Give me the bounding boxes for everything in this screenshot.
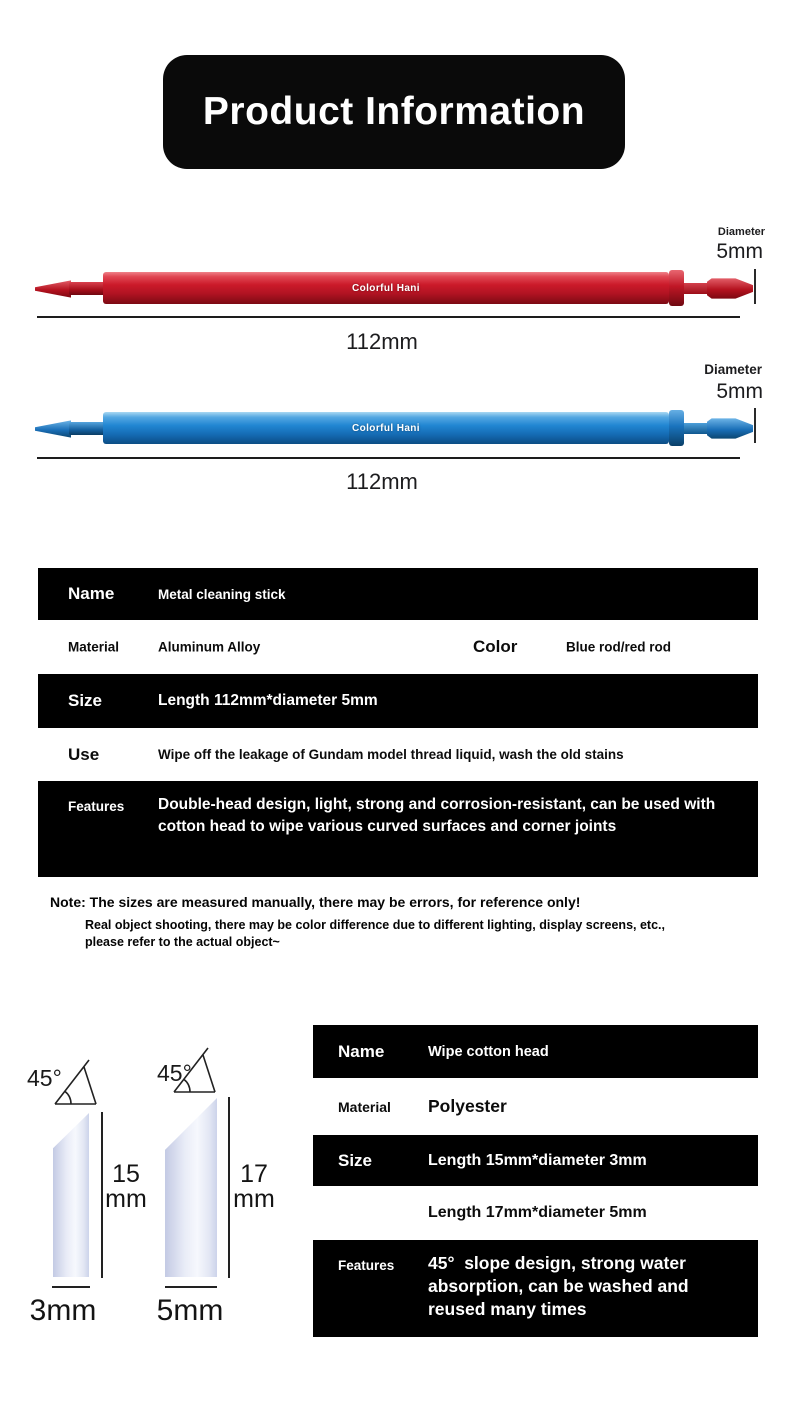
- angle-label-small-head: 45°: [27, 1065, 62, 1091]
- table-row-size-1: [313, 1135, 758, 1186]
- height-value: 15: [112, 1160, 140, 1188]
- note-line-3: please refer to the actual object~: [85, 935, 280, 949]
- row-label: Size: [338, 1150, 373, 1170]
- table-row-use: [38, 728, 758, 781]
- blue-rod-image: [35, 399, 755, 459]
- diameter-line-large: [165, 1286, 217, 1288]
- diameter-line-small: [52, 1286, 90, 1288]
- table-row-features: [313, 1240, 758, 1337]
- cotton-head-small-image: [53, 1113, 89, 1277]
- table-row-name: [313, 1025, 758, 1078]
- table-row-material-color: [38, 620, 758, 674]
- red-rod-brand-text: Colorful Hani: [352, 282, 420, 294]
- table-row-name: [38, 568, 758, 620]
- blue-rod-length-value: 112mm: [346, 469, 418, 494]
- row-label: Name: [68, 584, 115, 603]
- diameter-label-large: 5mm: [156, 1294, 224, 1327]
- angle-icon: [53, 1057, 99, 1107]
- row-value: Polyester: [428, 1096, 507, 1116]
- row-label: Size: [68, 691, 103, 710]
- row-value: Length 112mm*diameter 5mm: [158, 692, 378, 709]
- height-label-large: [228, 1162, 280, 1212]
- blue-rod-diameter-line: [754, 408, 756, 443]
- row-value: Wipe off the leakage of Gundam model thread liquid, wash the old stains: [158, 747, 624, 762]
- row-label: Material: [68, 639, 120, 655]
- table-row-material: [313, 1078, 758, 1135]
- red-rod-right-shaft: [684, 283, 708, 294]
- row-value: 45° slope design, strong water absorption, can be washed and reused many times: [428, 1253, 694, 1319]
- row-value-color: Blue rod/red rod: [566, 639, 672, 655]
- red-rod-length-line: [37, 316, 740, 318]
- diameter-label-small: 3mm: [29, 1294, 97, 1327]
- table-row-size-2: [313, 1186, 758, 1240]
- height-unit: mm: [105, 1185, 147, 1213]
- table-row-features: [38, 781, 758, 877]
- blue-rod-length-line: [37, 457, 740, 459]
- blue-rod-collar: [669, 410, 684, 446]
- row-label: Use: [68, 744, 100, 764]
- red-rod-collar: [669, 270, 684, 306]
- row-label: Features: [338, 1258, 395, 1273]
- blue-rod-brand-text: Colorful Hani: [352, 422, 420, 434]
- row-label: Material: [338, 1098, 391, 1115]
- blue-rod-left-shaft: [69, 422, 105, 435]
- blue-rod-diameter-label: Diameter: [704, 362, 762, 377]
- red-rod-left-tip: [35, 280, 71, 298]
- row-label-color: Color: [473, 637, 518, 656]
- metal-stick-spec-table: [38, 568, 758, 877]
- red-rod-body: [103, 272, 669, 304]
- page-title: Product Information: [202, 90, 586, 133]
- blue-rod-body: [103, 412, 669, 444]
- row-value: Wipe cotton head: [428, 1043, 549, 1060]
- blue-rod-diameter-value: 5mm: [716, 380, 763, 403]
- red-rod-length-value: 112mm: [346, 329, 418, 354]
- height-unit: mm: [233, 1185, 275, 1213]
- red-rod-diameter-value: 5mm: [716, 240, 763, 263]
- red-rod-diameter-label: Diameter: [717, 226, 765, 238]
- row-value: Double-head design, light, strong and corrosion-resistant, can be used with cotton head to wipe various curved surfaces and corner joints: [158, 796, 716, 835]
- row-value: Length 15mm*diameter 3mm: [428, 1151, 647, 1169]
- cotton-head-spec-table: [313, 1025, 758, 1337]
- red-rod-left-shaft: [69, 282, 105, 295]
- red-rod-image: [35, 259, 755, 319]
- row-value: Aluminum Alloy: [158, 639, 261, 655]
- row-value: Metal cleaning stick: [158, 586, 286, 602]
- blue-rod-left-tip: [35, 420, 71, 438]
- red-rod-right-tip: [707, 278, 753, 299]
- row-value: Length 17mm*diameter 5mm: [428, 1204, 647, 1221]
- angle-icon: [171, 1045, 219, 1095]
- height-value: 17: [240, 1160, 268, 1188]
- note-line-1: Note: The sizes are measured manually, there may be errors, for reference only!: [50, 894, 581, 910]
- angle-label-large-head: 45°: [157, 1060, 192, 1086]
- cotton-head-large-image: [165, 1098, 217, 1277]
- row-label: Name: [338, 1041, 385, 1061]
- blue-rod-right-shaft: [684, 423, 708, 434]
- note-line-2: Real object shooting, there may be color difference due to different lighting, display screens, etc.,: [85, 918, 665, 932]
- row-label: Features: [68, 799, 125, 814]
- blue-rod-right-tip: [707, 418, 753, 439]
- table-row-size: [38, 674, 758, 728]
- height-label-small: [100, 1162, 152, 1212]
- title-banner: [163, 55, 625, 169]
- red-rod-diameter-line: [754, 269, 756, 304]
